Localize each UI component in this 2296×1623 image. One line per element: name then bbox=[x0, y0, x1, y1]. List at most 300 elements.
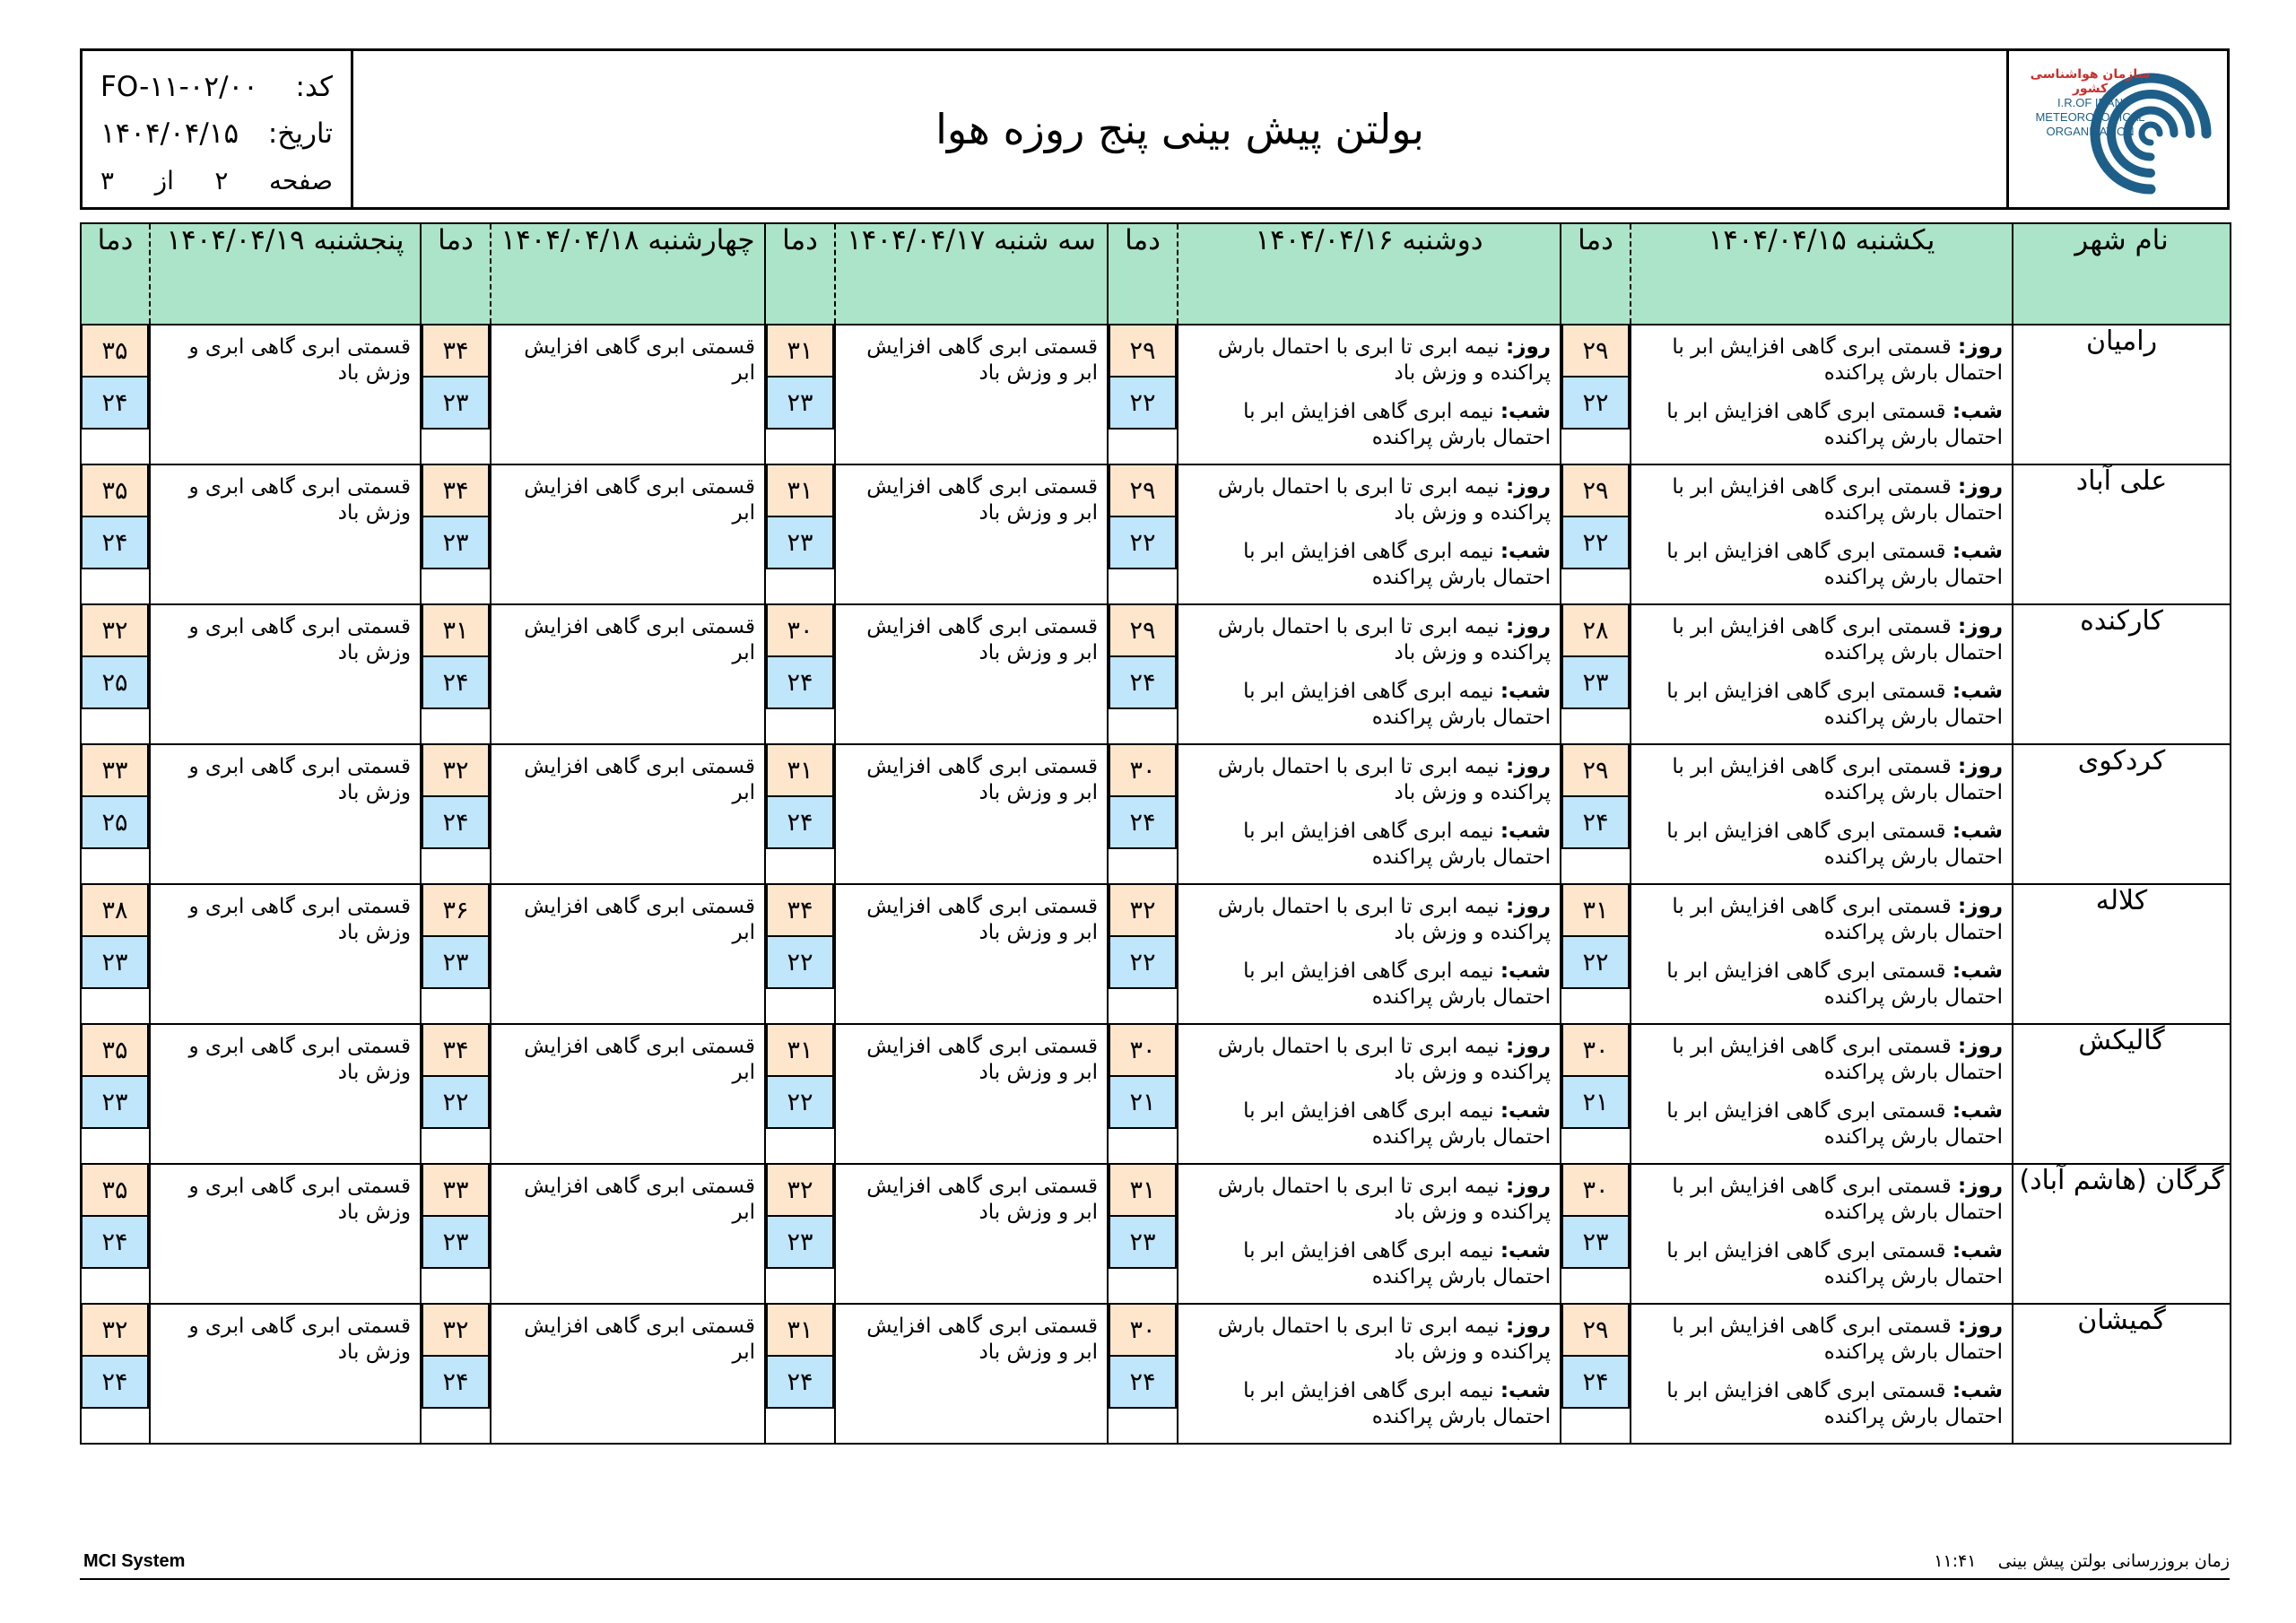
min-temperature: ۲۳ bbox=[422, 517, 490, 569]
forecast-description bbox=[835, 604, 1108, 744]
temperature-cell bbox=[1108, 325, 1178, 464]
city-name: رامیان bbox=[2013, 325, 2231, 464]
page-title: بولتن پیش بینی پنج روزه هوا bbox=[935, 105, 1424, 153]
day-forecast bbox=[1639, 1314, 2003, 1366]
min-temperature: ۲۴ bbox=[81, 517, 149, 569]
day-text: نیمه ابری تا ابری با احتمال بارش پراکنده و وزش باد bbox=[1217, 895, 1551, 944]
day-text: قسمتی ابری گاهی افزایش ابر با احتمال بارش پراکنده bbox=[1672, 1315, 2003, 1364]
night-forecast bbox=[1639, 1098, 2003, 1150]
code-row bbox=[100, 64, 333, 110]
forecast-description bbox=[835, 1164, 1108, 1304]
max-temperature: ۳۱ bbox=[1109, 1165, 1177, 1217]
min-temperature: ۲۲ bbox=[1109, 517, 1177, 569]
code-label: کد: bbox=[295, 71, 333, 103]
temperature-cell bbox=[1108, 884, 1178, 1024]
min-temperature: ۲۳ bbox=[422, 378, 490, 430]
temperature-cell bbox=[1561, 464, 1631, 604]
max-temperature: ۳۱ bbox=[1561, 885, 1630, 937]
day-label: روز: bbox=[1958, 895, 2003, 918]
min-temperature: ۲۴ bbox=[81, 378, 149, 430]
update-time bbox=[1934, 1551, 2230, 1571]
forecast-text: قسمتی ابری گاهی ابری و وزش باد bbox=[188, 335, 411, 385]
forecast-description bbox=[1631, 1164, 2013, 1304]
max-temperature: ۳۲ bbox=[81, 605, 149, 657]
forecast-description bbox=[1631, 325, 2013, 464]
min-temperature: ۲۴ bbox=[422, 1357, 490, 1409]
max-temperature: ۲۹ bbox=[1109, 325, 1177, 378]
day-forecast bbox=[1186, 334, 1551, 386]
night-text: قسمتی ابری گاهی افزایش ابر با احتمال بارش پراکنده bbox=[1666, 540, 2003, 589]
max-temperature: ۳۲ bbox=[422, 1305, 490, 1357]
max-temperature: ۳۳ bbox=[422, 1165, 490, 1217]
night-forecast bbox=[1639, 819, 2003, 871]
temperature-cell bbox=[81, 1304, 150, 1444]
night-text: نیمه ابری گاهی افزایش ابر با احتمال بارش پراکنده bbox=[1243, 540, 1551, 589]
temperature-cell bbox=[81, 1024, 150, 1164]
night-text: قسمتی ابری گاهی افزایش ابر با احتمال بارش پراکنده bbox=[1666, 959, 2003, 1009]
city-name: کردکوی bbox=[2013, 744, 2231, 884]
temperature-cell bbox=[81, 604, 150, 744]
max-temperature: ۳۰ bbox=[1109, 1305, 1177, 1357]
forecast-description bbox=[1178, 884, 1561, 1024]
day-column-header: سه شنبه ۱۴۰۴/۰۴/۱۷ bbox=[835, 223, 1108, 325]
min-temperature: ۲۴ bbox=[422, 797, 490, 849]
day-column-header: چهارشنبه ۱۴۰۴/۰۴/۱۸ bbox=[491, 223, 765, 325]
night-label: شب: bbox=[1500, 680, 1551, 703]
night-label: شب: bbox=[1500, 820, 1551, 843]
day-forecast bbox=[1639, 1034, 2003, 1086]
update-time-label: زمان بروزرسانی بولتن پیش بینی bbox=[1997, 1551, 2230, 1571]
max-temperature: ۳۲ bbox=[766, 1165, 834, 1217]
logo-english-line-1: I.R.OF IRAN bbox=[2057, 96, 2123, 109]
day-column-header: دوشنبه ۱۴۰۴/۰۴/۱۶ bbox=[1178, 223, 1561, 325]
page-of: از bbox=[154, 165, 174, 195]
forecast-description bbox=[491, 1024, 765, 1164]
min-temperature: ۲۱ bbox=[1109, 1077, 1177, 1129]
temperature-cell bbox=[765, 744, 835, 884]
day-forecast bbox=[1186, 894, 1551, 946]
temp-column-header: دما bbox=[1108, 223, 1178, 325]
forecast-description bbox=[491, 744, 765, 884]
min-temperature: ۲۵ bbox=[81, 657, 149, 709]
logo-english-line-3: ORGANIZATION bbox=[2046, 125, 2135, 138]
max-temperature: ۳۵ bbox=[81, 1025, 149, 1077]
temperature-cell bbox=[421, 604, 491, 744]
min-temperature: ۲۴ bbox=[766, 657, 834, 709]
forecast-text: قسمتی ابری گاهی افزایش ابر و وزش باد bbox=[866, 755, 1098, 804]
day-text: قسمتی ابری گاهی افزایش ابر با احتمال بارش پراکنده bbox=[1672, 615, 2003, 664]
day-text: قسمتی ابری گاهی افزایش ابر با احتمال بارش پراکنده bbox=[1672, 335, 2003, 385]
forecast-description bbox=[150, 464, 421, 604]
page-title-box bbox=[353, 51, 2006, 207]
max-temperature: ۳۲ bbox=[1109, 885, 1177, 937]
max-temperature: ۳۰ bbox=[766, 605, 834, 657]
temperature-cell bbox=[421, 744, 491, 884]
night-forecast bbox=[1639, 679, 2003, 731]
min-temperature: ۲۳ bbox=[766, 1217, 834, 1269]
forecast-description bbox=[1178, 1164, 1561, 1304]
forecast-text: قسمتی ابری گاهی افزایش ابر bbox=[524, 615, 755, 664]
max-temperature: ۳۴ bbox=[422, 1025, 490, 1077]
forecast-description bbox=[1178, 464, 1561, 604]
page-label: صفحه bbox=[268, 165, 333, 195]
night-text: قسمتی ابری گاهی افزایش ابر با احتمال بارش پراکنده bbox=[1666, 1099, 2003, 1149]
night-text: نیمه ابری گاهی افزایش ابر با احتمال بارش پراکنده bbox=[1243, 959, 1551, 1009]
city-name: گرگان (هاشم آباد) bbox=[2013, 1164, 2231, 1304]
forecast-text: قسمتی ابری گاهی افزایش ابر و وزش باد bbox=[866, 475, 1098, 525]
max-temperature: ۳۳ bbox=[81, 745, 149, 797]
temperature-cell bbox=[1108, 1304, 1178, 1444]
max-temperature: ۳۱ bbox=[766, 1025, 834, 1077]
night-forecast bbox=[1639, 1238, 2003, 1290]
night-label: شب: bbox=[1952, 1379, 2003, 1402]
temp-column-header: دما bbox=[81, 223, 150, 325]
forecast-text: قسمتی ابری گاهی افزایش ابر و وزش باد bbox=[866, 895, 1098, 944]
day-label: روز: bbox=[1958, 475, 2003, 499]
forecast-text: قسمتی ابری گاهی ابری و وزش باد bbox=[188, 1315, 411, 1364]
night-forecast bbox=[1186, 819, 1551, 871]
city-column-header: نام شهر bbox=[2013, 223, 2231, 325]
temperature-cell bbox=[1561, 1164, 1631, 1304]
night-forecast bbox=[1639, 399, 2003, 451]
bulletin-header bbox=[80, 48, 2230, 210]
forecast-description bbox=[1178, 325, 1561, 464]
page-number: ۲ bbox=[214, 165, 229, 195]
day-text: قسمتی ابری گاهی افزایش ابر با احتمال بارش پراکنده bbox=[1672, 1175, 2003, 1224]
day-label: روز: bbox=[1958, 615, 2003, 638]
date-label: تاریخ: bbox=[267, 117, 333, 150]
night-label: شب: bbox=[1952, 680, 2003, 703]
table-row bbox=[81, 1164, 2231, 1304]
forecast-description bbox=[491, 464, 765, 604]
max-temperature: ۲۹ bbox=[1109, 605, 1177, 657]
forecast-text: قسمتی ابری گاهی افزایش ابر bbox=[524, 1315, 755, 1364]
night-forecast bbox=[1639, 539, 2003, 591]
temp-column-header: دما bbox=[765, 223, 835, 325]
night-label: شب: bbox=[1952, 540, 2003, 563]
night-forecast bbox=[1639, 959, 2003, 1011]
day-label: روز: bbox=[1506, 1315, 1551, 1338]
night-label: شب: bbox=[1952, 400, 2003, 423]
forecast-text: قسمتی ابری گاهی افزایش ابر bbox=[524, 1175, 755, 1224]
city-name: کارکنده bbox=[2013, 604, 2231, 744]
day-forecast bbox=[1186, 1174, 1551, 1226]
day-text: نیمه ابری تا ابری با احتمال بارش پراکنده و وزش باد bbox=[1217, 475, 1551, 525]
table-row bbox=[81, 1304, 2231, 1444]
forecast-description bbox=[150, 325, 421, 464]
temperature-cell bbox=[81, 1164, 150, 1304]
night-forecast bbox=[1186, 399, 1551, 451]
night-label: شب: bbox=[1500, 400, 1551, 423]
max-temperature: ۲۹ bbox=[1561, 1305, 1630, 1357]
night-text: نیمه ابری گاهی افزایش ابر با احتمال بارش پراکنده bbox=[1243, 820, 1551, 869]
night-label: شب: bbox=[1952, 1239, 2003, 1263]
table-row bbox=[81, 884, 2231, 1024]
forecast-text: قسمتی ابری گاهی افزایش ابر bbox=[524, 335, 755, 385]
max-temperature: ۳۴ bbox=[422, 465, 490, 517]
day-text: نیمه ابری تا ابری با احتمال بارش پراکنده و وزش باد bbox=[1217, 755, 1551, 804]
day-forecast bbox=[1186, 754, 1551, 806]
temperature-cell bbox=[1108, 1164, 1178, 1304]
day-text: نیمه ابری تا ابری با احتمال بارش پراکنده و وزش باد bbox=[1217, 1175, 1551, 1224]
forecast-text: قسمتی ابری گاهی افزایش ابر و وزش باد bbox=[866, 1035, 1098, 1084]
max-temperature: ۳۰ bbox=[1561, 1025, 1630, 1077]
logo-text bbox=[2025, 67, 2155, 139]
forecast-description bbox=[1631, 464, 2013, 604]
forecast-description bbox=[150, 1024, 421, 1164]
day-label: روز: bbox=[1506, 335, 1551, 359]
night-label: شب: bbox=[1952, 1099, 2003, 1123]
code-value: FO-۱۱-۰۲/۰۰ bbox=[100, 71, 258, 103]
max-temperature: ۳۰ bbox=[1109, 745, 1177, 797]
max-temperature: ۲۹ bbox=[1561, 745, 1630, 797]
day-text: نیمه ابری تا ابری با احتمال بارش پراکنده و وزش باد bbox=[1217, 615, 1551, 664]
update-time-value: ۱۱:۴۱ bbox=[1934, 1551, 1977, 1571]
min-temperature: ۲۲ bbox=[1109, 378, 1177, 430]
logo-persian-text: سازمان هواشناسی کشور bbox=[2030, 67, 2151, 96]
max-temperature: ۳۱ bbox=[422, 605, 490, 657]
forecast-description bbox=[491, 1164, 765, 1304]
min-temperature: ۲۴ bbox=[1109, 657, 1177, 709]
temperature-cell bbox=[1561, 884, 1631, 1024]
max-temperature: ۳۰ bbox=[1561, 1165, 1630, 1217]
min-temperature: ۲۳ bbox=[81, 1077, 149, 1129]
date-row bbox=[100, 110, 333, 157]
temperature-cell bbox=[421, 1164, 491, 1304]
temperature-cell bbox=[421, 884, 491, 1024]
min-temperature: ۲۳ bbox=[766, 517, 834, 569]
max-temperature: ۳۵ bbox=[81, 325, 149, 378]
forecast-description bbox=[1178, 1024, 1561, 1164]
min-temperature: ۲۲ bbox=[1561, 517, 1630, 569]
organization-logo bbox=[2006, 51, 2227, 207]
day-forecast bbox=[1186, 474, 1551, 526]
temperature-cell bbox=[81, 884, 150, 1024]
temp-column-header: دما bbox=[421, 223, 491, 325]
night-forecast bbox=[1186, 959, 1551, 1011]
max-temperature: ۳۵ bbox=[81, 1165, 149, 1217]
min-temperature: ۲۳ bbox=[81, 937, 149, 989]
min-temperature: ۲۴ bbox=[1109, 1357, 1177, 1409]
forecast-description bbox=[1631, 884, 2013, 1024]
forecast-description bbox=[1178, 1304, 1561, 1444]
forecast-description bbox=[491, 604, 765, 744]
temperature-cell bbox=[81, 744, 150, 884]
page-footer bbox=[80, 1551, 2230, 1580]
night-text: قسمتی ابری گاهی افزایش ابر با احتمال بارش پراکنده bbox=[1666, 820, 2003, 869]
night-label: شب: bbox=[1500, 1099, 1551, 1123]
day-column-header: یکشنبه ۱۴۰۴/۰۴/۱۵ bbox=[1631, 223, 2013, 325]
max-temperature: ۳۶ bbox=[422, 885, 490, 937]
max-temperature: ۳۲ bbox=[81, 1305, 149, 1357]
night-label: شب: bbox=[1952, 820, 2003, 843]
forecast-description bbox=[491, 884, 765, 1024]
logo-english-line-2: METEOROLOGICAL bbox=[2035, 110, 2145, 124]
forecast-text: قسمتی ابری گاهی ابری و وزش باد bbox=[188, 755, 411, 804]
temperature-cell bbox=[1561, 604, 1631, 744]
forecast-description bbox=[491, 325, 765, 464]
min-temperature: ۲۲ bbox=[1561, 378, 1630, 430]
table-row bbox=[81, 604, 2231, 744]
forecast-text: قسمتی ابری گاهی افزایش ابر bbox=[524, 895, 755, 944]
day-label: روز: bbox=[1506, 755, 1551, 778]
forecast-text: قسمتی ابری گاهی ابری و وزش باد bbox=[188, 475, 411, 525]
max-temperature: ۳۲ bbox=[422, 745, 490, 797]
table-row bbox=[81, 464, 2231, 604]
night-forecast bbox=[1186, 679, 1551, 731]
day-forecast bbox=[1186, 1314, 1551, 1366]
temperature-cell bbox=[421, 1024, 491, 1164]
forecast-description bbox=[835, 325, 1108, 464]
max-temperature: ۳۰ bbox=[1109, 1025, 1177, 1077]
forecast-text: قسمتی ابری گاهی افزایش ابر و وزش باد bbox=[866, 1315, 1098, 1364]
day-text: نیمه ابری تا ابری با احتمال بارش پراکنده و وزش باد bbox=[1217, 1035, 1551, 1084]
day-forecast bbox=[1639, 474, 2003, 526]
forecast-description bbox=[835, 744, 1108, 884]
forecast-text: قسمتی ابری گاهی افزایش ابر و وزش باد bbox=[866, 615, 1098, 664]
day-label: روز: bbox=[1958, 335, 2003, 359]
night-text: نیمه ابری گاهی افزایش ابر با احتمال بارش پراکنده bbox=[1243, 1239, 1551, 1289]
max-temperature: ۳۸ bbox=[81, 885, 149, 937]
forecast-description bbox=[150, 744, 421, 884]
forecast-text: قسمتی ابری گاهی ابری و وزش باد bbox=[188, 1175, 411, 1224]
date-value: ۱۴۰۴/۰۴/۱۵ bbox=[100, 117, 239, 150]
day-forecast bbox=[1639, 334, 2003, 386]
forecast-description bbox=[150, 604, 421, 744]
max-temperature: ۲۹ bbox=[1109, 465, 1177, 517]
max-temperature: ۳۱ bbox=[766, 1305, 834, 1357]
night-text: نیمه ابری گاهی افزایش ابر با احتمال بارش پراکنده bbox=[1243, 400, 1551, 449]
table-header-row bbox=[81, 223, 2231, 325]
day-label: روز: bbox=[1958, 1315, 2003, 1338]
forecast-description bbox=[835, 1304, 1108, 1444]
min-temperature: ۲۵ bbox=[81, 797, 149, 849]
forecast-description bbox=[491, 1304, 765, 1444]
forecast-text: قسمتی ابری گاهی افزایش ابر و وزش باد bbox=[866, 335, 1098, 385]
night-text: قسمتی ابری گاهی افزایش ابر با احتمال بارش پراکنده bbox=[1666, 400, 2003, 449]
min-temperature: ۲۳ bbox=[422, 1217, 490, 1269]
day-label: روز: bbox=[1506, 475, 1551, 499]
temperature-cell bbox=[1108, 744, 1178, 884]
temp-column-header: دما bbox=[1561, 223, 1631, 325]
max-temperature: ۲۹ bbox=[1561, 325, 1630, 378]
temperature-cell bbox=[1561, 744, 1631, 884]
forecast-text: قسمتی ابری گاهی ابری و وزش باد bbox=[188, 895, 411, 944]
forecast-description bbox=[835, 464, 1108, 604]
forecast-text: قسمتی ابری گاهی افزایش ابر bbox=[524, 1035, 755, 1084]
night-forecast bbox=[1186, 539, 1551, 591]
day-text: قسمتی ابری گاهی افزایش ابر با احتمال بارش پراکنده bbox=[1672, 1035, 2003, 1084]
max-temperature: ۲۹ bbox=[1561, 465, 1630, 517]
max-temperature: ۳۵ bbox=[81, 465, 149, 517]
night-label: شب: bbox=[1500, 1379, 1551, 1402]
night-forecast bbox=[1186, 1378, 1551, 1430]
min-temperature: ۲۱ bbox=[1561, 1077, 1630, 1129]
temperature-cell bbox=[1108, 464, 1178, 604]
page-indicator bbox=[100, 157, 333, 204]
system-name: MCI System bbox=[83, 1551, 186, 1571]
temperature-cell bbox=[1561, 1024, 1631, 1164]
forecast-text: قسمتی ابری گاهی افزایش ابر bbox=[524, 755, 755, 804]
min-temperature: ۲۳ bbox=[1561, 1217, 1630, 1269]
min-temperature: ۲۴ bbox=[422, 657, 490, 709]
min-temperature: ۲۲ bbox=[1561, 937, 1630, 989]
table-row bbox=[81, 1024, 2231, 1164]
max-temperature: ۳۴ bbox=[766, 885, 834, 937]
min-temperature: ۲۴ bbox=[81, 1357, 149, 1409]
day-label: روز: bbox=[1506, 1035, 1551, 1058]
forecast-description bbox=[1631, 604, 2013, 744]
forecast-text: قسمتی ابری گاهی ابری و وزش باد bbox=[188, 1035, 411, 1084]
document-meta bbox=[83, 51, 353, 207]
min-temperature: ۲۳ bbox=[422, 937, 490, 989]
forecast-description bbox=[835, 884, 1108, 1024]
min-temperature: ۲۳ bbox=[766, 378, 834, 430]
min-temperature: ۲۴ bbox=[81, 1217, 149, 1269]
forecast-description bbox=[1631, 1024, 2013, 1164]
day-label: روز: bbox=[1506, 615, 1551, 638]
day-text: قسمتی ابری گاهی افزایش ابر با احتمال بارش پراکنده bbox=[1672, 895, 2003, 944]
city-name: گالیکش bbox=[2013, 1024, 2231, 1164]
night-text: قسمتی ابری گاهی افزایش ابر با احتمال بارش پراکنده bbox=[1666, 1239, 2003, 1289]
temperature-cell bbox=[421, 464, 491, 604]
temperature-cell bbox=[765, 1304, 835, 1444]
forecast-description bbox=[1631, 1304, 2013, 1444]
city-name: علی آباد bbox=[2013, 464, 2231, 604]
day-forecast bbox=[1639, 754, 2003, 806]
table-row bbox=[81, 325, 2231, 464]
night-label: شب: bbox=[1952, 959, 2003, 983]
day-forecast bbox=[1186, 614, 1551, 666]
forecast-text: قسمتی ابری گاهی افزایش ابر و وزش باد bbox=[866, 1175, 1098, 1224]
day-forecast bbox=[1639, 614, 2003, 666]
forecast-description bbox=[150, 1304, 421, 1444]
temperature-cell bbox=[765, 884, 835, 1024]
max-temperature: ۳۴ bbox=[422, 325, 490, 378]
day-forecast bbox=[1639, 1174, 2003, 1226]
day-label: روز: bbox=[1958, 1035, 2003, 1058]
temperature-cell bbox=[1561, 1304, 1631, 1444]
forecast-description bbox=[150, 884, 421, 1024]
day-label: روز: bbox=[1958, 1175, 2003, 1198]
temperature-cell bbox=[81, 464, 150, 604]
min-temperature: ۲۳ bbox=[1561, 657, 1630, 709]
temperature-cell bbox=[421, 1304, 491, 1444]
night-label: شب: bbox=[1500, 540, 1551, 563]
day-forecast bbox=[1639, 894, 2003, 946]
temperature-cell bbox=[1108, 1024, 1178, 1164]
max-temperature: ۳۱ bbox=[766, 465, 834, 517]
temperature-cell bbox=[765, 1164, 835, 1304]
day-label: روز: bbox=[1958, 755, 2003, 778]
min-temperature: ۲۴ bbox=[766, 797, 834, 849]
night-label: شب: bbox=[1500, 1239, 1551, 1263]
night-label: شب: bbox=[1500, 959, 1551, 983]
forecast-description bbox=[1178, 744, 1561, 884]
forecast-description bbox=[1631, 744, 2013, 884]
night-forecast bbox=[1639, 1378, 2003, 1430]
min-temperature: ۲۴ bbox=[1561, 797, 1630, 849]
temperature-cell bbox=[1108, 604, 1178, 744]
min-temperature: ۲۴ bbox=[1109, 797, 1177, 849]
forecast-text: قسمتی ابری گاهی ابری و وزش باد bbox=[188, 615, 411, 664]
temperature-cell bbox=[765, 604, 835, 744]
night-forecast bbox=[1186, 1238, 1551, 1290]
forecast-description bbox=[150, 1164, 421, 1304]
night-text: نیمه ابری گاهی افزایش ابر با احتمال بارش پراکنده bbox=[1243, 1379, 1551, 1428]
day-column-header: پنجشنبه ۱۴۰۴/۰۴/۱۹ bbox=[150, 223, 421, 325]
day-label: روز: bbox=[1506, 1175, 1551, 1198]
